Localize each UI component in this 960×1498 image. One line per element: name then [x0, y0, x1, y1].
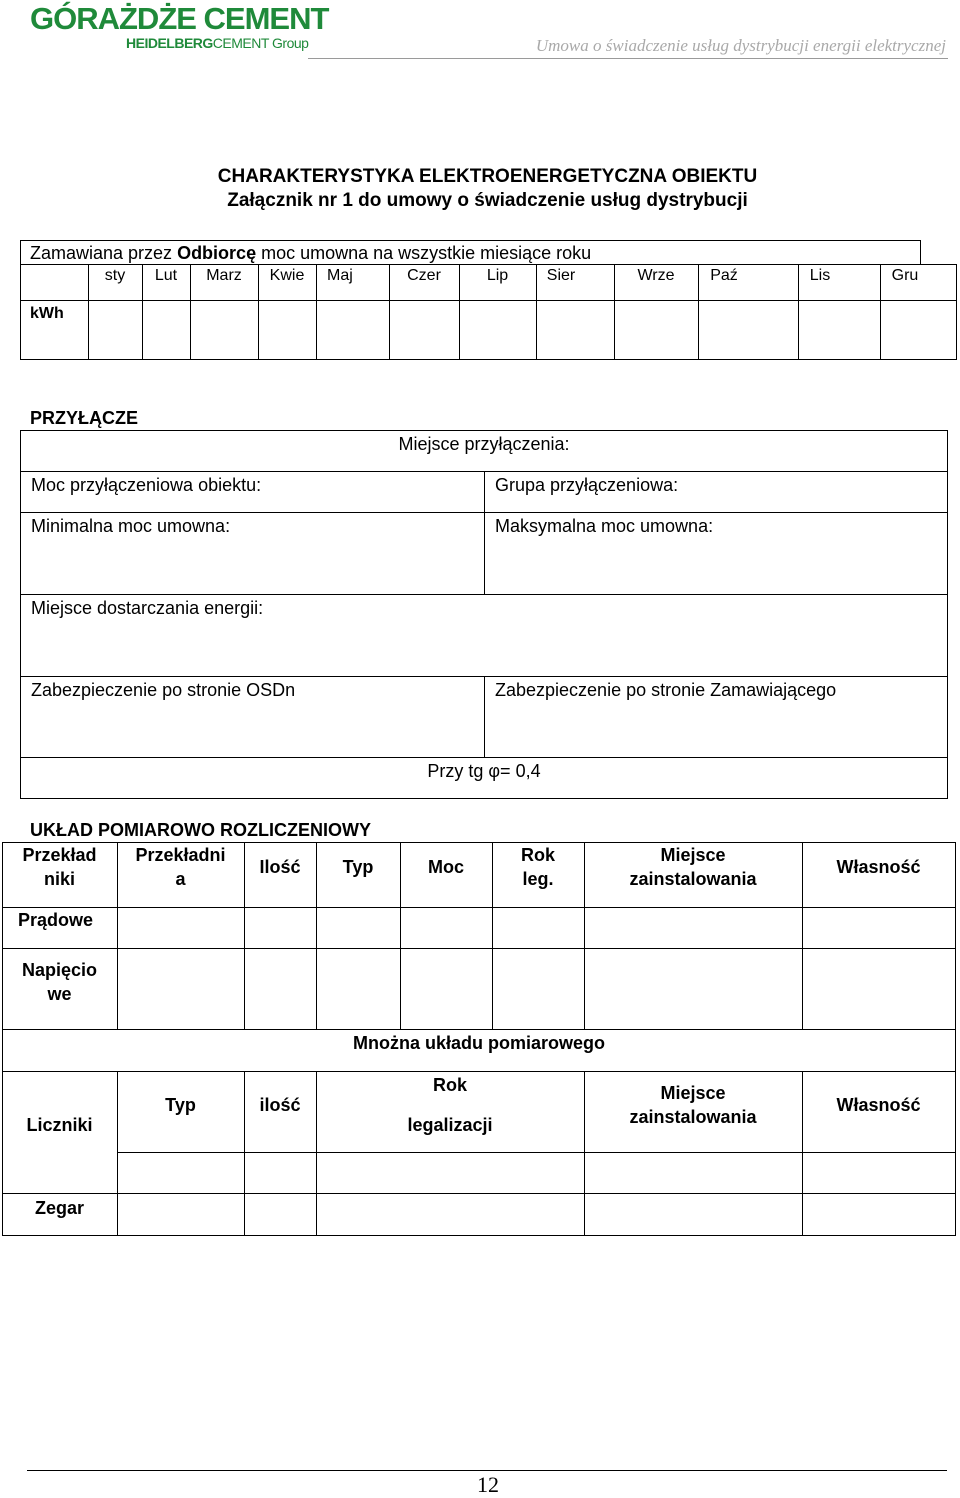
page-number: 12 — [477, 1472, 499, 1497]
col-ratio: Przekładni — [135, 845, 226, 865]
rule — [956, 264, 957, 360]
month-header: Kwie — [269, 267, 305, 284]
rule — [20, 359, 957, 360]
lead-text: moc umowna na wszystkie miesiące roku — [256, 243, 592, 263]
rule — [20, 798, 948, 799]
protection-client-label: Zabezpieczenie po stronie Zamawiającego — [495, 680, 837, 700]
col-install-place: Miejsce — [660, 845, 726, 865]
rule — [2, 1071, 956, 1072]
company-logo: GÓRAŻDŻE CEMENT — [30, 1, 329, 36]
col-type: Typ — [342, 857, 374, 877]
month-header: Gru — [891, 267, 919, 284]
protection-osd-label: Zabezpieczenie po stronie OSDn — [31, 680, 296, 700]
month-header: Lut — [154, 267, 178, 284]
meter-col-ownership: Własność — [836, 1095, 921, 1115]
rule — [2, 1193, 956, 1194]
header-rule — [308, 58, 948, 59]
rule — [484, 471, 485, 595]
col-install-place: zainstalowania — [629, 869, 757, 889]
min-power-label: Minimalna moc umowna: — [31, 516, 231, 536]
meter-col-quantity: ilość — [259, 1095, 301, 1115]
col-transformers: niki — [43, 869, 75, 889]
clock-label: Zegar — [34, 1198, 85, 1218]
row-current: Prądowe — [18, 910, 94, 930]
connection-heading: PRZYŁĄCZE — [30, 408, 138, 428]
multiplier-label: Mnożna układu pomiarowego — [352, 1033, 605, 1053]
lead-text: Zamawiana przez — [30, 243, 178, 263]
rule — [2, 948, 956, 949]
document-title: CHARAKTERYSTYKA ELEKTROENERGETYCZNA OBIEKTU — [217, 166, 758, 187]
rule — [20, 240, 920, 241]
rule — [2, 842, 956, 843]
rule — [2, 907, 956, 908]
rule — [316, 264, 317, 360]
month-header: Marz — [206, 267, 242, 284]
col-year: leg. — [522, 869, 554, 889]
row-voltage: Napięcio — [21, 960, 98, 980]
meter-col-type: Typ — [165, 1095, 196, 1115]
month-header: Lip — [486, 267, 509, 284]
rule — [2, 1029, 956, 1030]
document-name: Umowa o świadczenie usług dystrybucji energii elektrycznej — [535, 36, 946, 55]
rule — [117, 1152, 956, 1153]
rule — [920, 240, 921, 265]
connection-power-label: Moc przyłączeniowa obiektu: — [31, 475, 262, 495]
footer-rule — [27, 1470, 947, 1471]
month-header: Czer — [407, 267, 441, 284]
meter-col-year: legalizacji — [407, 1115, 493, 1135]
rule — [20, 430, 21, 799]
col-power: Moc — [428, 857, 464, 877]
month-header: Sier — [546, 267, 576, 284]
document-subtitle: Załącznik nr 1 do umowy o świadczenie usług dystrybucji — [227, 190, 748, 211]
rule — [20, 430, 948, 431]
company-logo-group — [126, 35, 308, 51]
max-power-label: Maksymalna moc umowna: — [495, 516, 714, 536]
rule — [2, 1235, 956, 1236]
month-header: Maj — [327, 267, 353, 284]
month-header: Paź — [710, 267, 738, 284]
meters-label: Liczniki — [26, 1115, 93, 1135]
power-order-lead — [30, 242, 591, 264]
col-quantity: Ilość — [259, 857, 301, 877]
meter-col-install-place: Miejsce — [660, 1083, 726, 1103]
rule — [484, 676, 485, 758]
meter-col-year: Rok — [432, 1075, 467, 1095]
col-year: Rok — [520, 845, 555, 865]
month-header: Lis — [809, 267, 831, 284]
month-header: Wrze — [637, 267, 675, 284]
lead-bold: Odbiorcę — [177, 243, 257, 263]
rule — [20, 300, 957, 301]
connection-place-label: Miejsce przyłączenia: — [398, 434, 570, 454]
row-voltage: we — [47, 984, 72, 1004]
metering-heading: UKŁAD POMIAROWO ROZLICZENIOWY — [30, 820, 371, 840]
col-transformers: Przekład — [22, 845, 97, 865]
delivery-place-label: Miejsce dostarczania energii: — [31, 598, 264, 618]
rule — [947, 430, 948, 799]
connection-group-label: Grupa przyłączeniowa: — [495, 475, 679, 495]
logo-sub-rest: CEMENT Group — [212, 35, 309, 51]
col-ownership: Własność — [836, 857, 921, 877]
month-header: sty — [104, 267, 126, 284]
col-ratio: a — [175, 869, 186, 889]
logo-sub-bold: HEIDELBERG — [126, 35, 213, 51]
kwh-row-label: kWh — [30, 305, 64, 322]
tg-phi-label: Przy tg φ= 0,4 — [427, 761, 541, 781]
meter-col-install-place: zainstalowania — [629, 1107, 757, 1127]
